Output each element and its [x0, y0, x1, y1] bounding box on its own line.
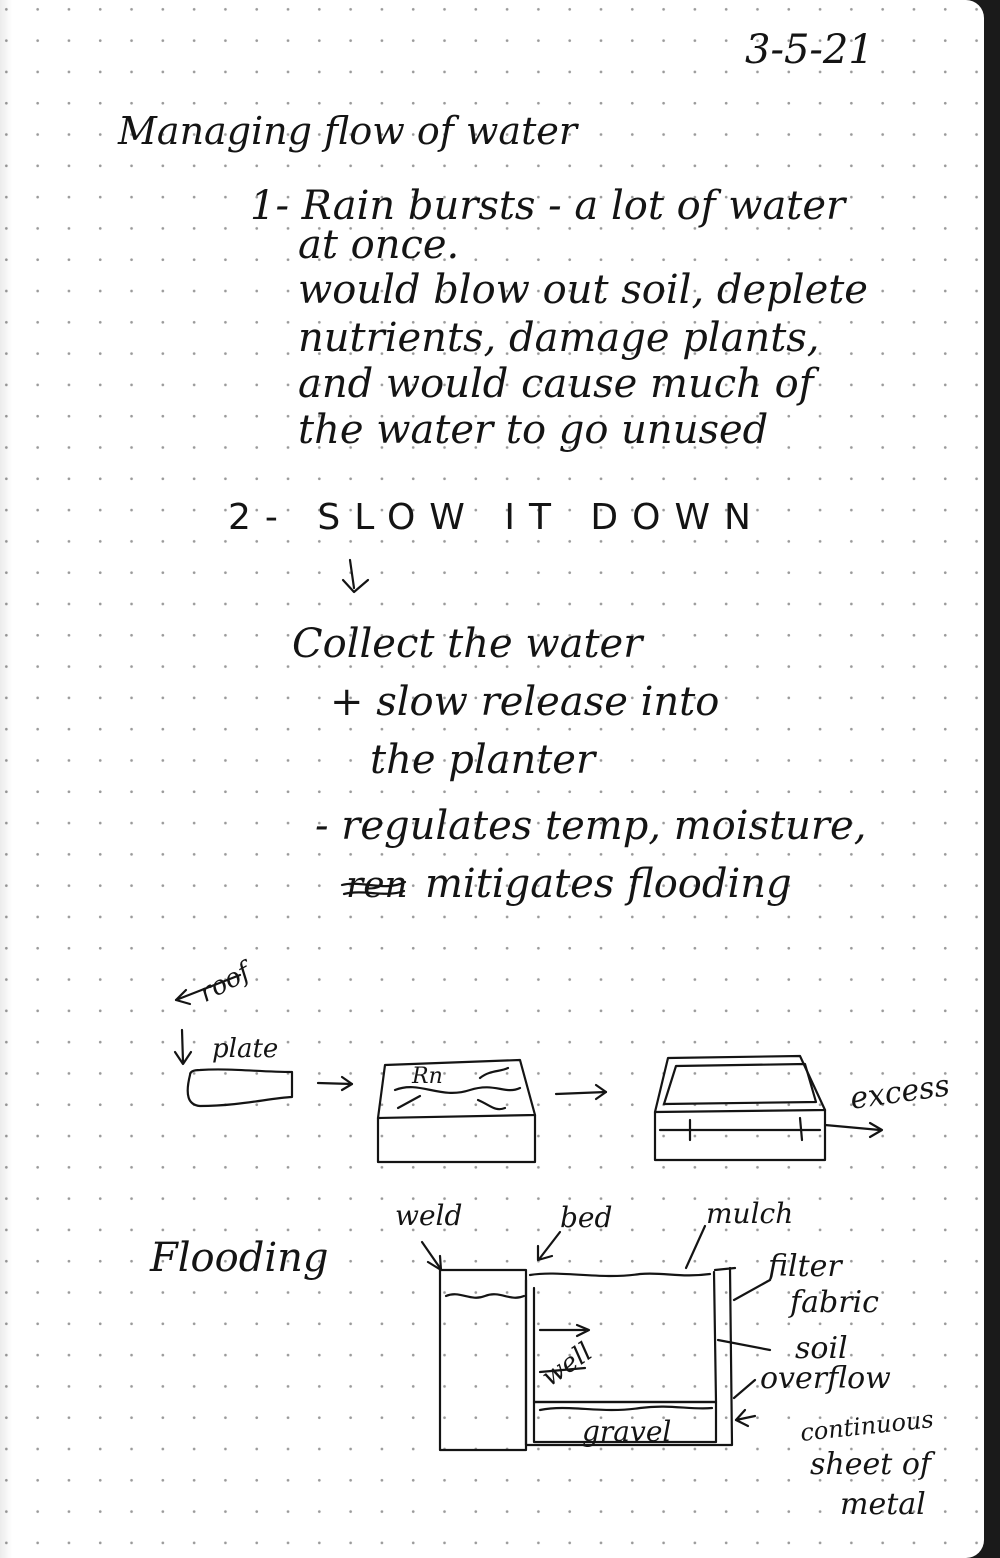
point1-line-5: and would cause much of	[298, 361, 814, 407]
point2-line-5: mitigates flooding	[425, 861, 792, 907]
point2-title: 2- SLOW IT DOWN	[228, 497, 765, 538]
mulch-label: mulch	[706, 1197, 794, 1230]
flooding-diagram	[422, 1226, 770, 1450]
point1-line-1: 1- Rain bursts - a lot of water	[250, 183, 846, 229]
rain-label: Rn	[412, 1064, 443, 1089]
date: 3-5-21	[745, 27, 874, 73]
down-arrow-icon	[343, 560, 368, 592]
metal-label-2: sheet of	[810, 1447, 931, 1482]
metal-label-1: continuous	[798, 1405, 935, 1447]
point2-line-2: + slow release into	[330, 679, 720, 725]
gravel-label: gravel	[582, 1415, 672, 1448]
excess-label: excess	[847, 1068, 952, 1117]
plate-shape	[188, 1069, 292, 1106]
point2-line-3: the planter	[370, 737, 596, 783]
planter-box	[655, 1056, 825, 1160]
point2-line-1: Collect the water	[292, 621, 643, 667]
roof-arrow-icon	[176, 975, 240, 1004]
bed-arrow	[540, 1232, 560, 1258]
fabric-label: fabric	[790, 1285, 879, 1320]
arrow-right-icon-2	[556, 1085, 606, 1099]
bed-label: bed	[560, 1201, 613, 1234]
flooding-title: Flooding	[150, 1235, 329, 1281]
point1-line-3: would blow out soil, deplete	[298, 267, 868, 313]
overflow-label: overflow	[760, 1361, 891, 1396]
metal-label-3: metal	[840, 1487, 926, 1522]
well-label: well	[536, 1337, 598, 1393]
collection-box	[378, 1060, 535, 1162]
plate-label: plate	[212, 1034, 279, 1064]
point2-struck-word: ren	[346, 865, 408, 906]
strike-line-2	[344, 891, 404, 894]
arrow-right-icon	[318, 1077, 352, 1090]
point2-line-4: - regulates temp, moisture,	[315, 803, 867, 849]
mulch-arrow	[686, 1226, 705, 1268]
plate-arrow-icon	[175, 1030, 191, 1064]
roof-label: roof	[194, 957, 256, 1009]
point1-line-4: nutrients, damage plants,	[298, 315, 820, 361]
soil-label: soil	[795, 1331, 848, 1366]
filter-label: filter	[768, 1249, 842, 1284]
point1-line-2: at once.	[298, 222, 460, 268]
excess-arrow-icon	[825, 1123, 882, 1137]
heading: Managing flow of water	[118, 109, 578, 153]
strike-line	[342, 882, 405, 886]
point1-line-6: the water to go unused	[298, 407, 769, 453]
weld-label: weld	[395, 1199, 463, 1232]
